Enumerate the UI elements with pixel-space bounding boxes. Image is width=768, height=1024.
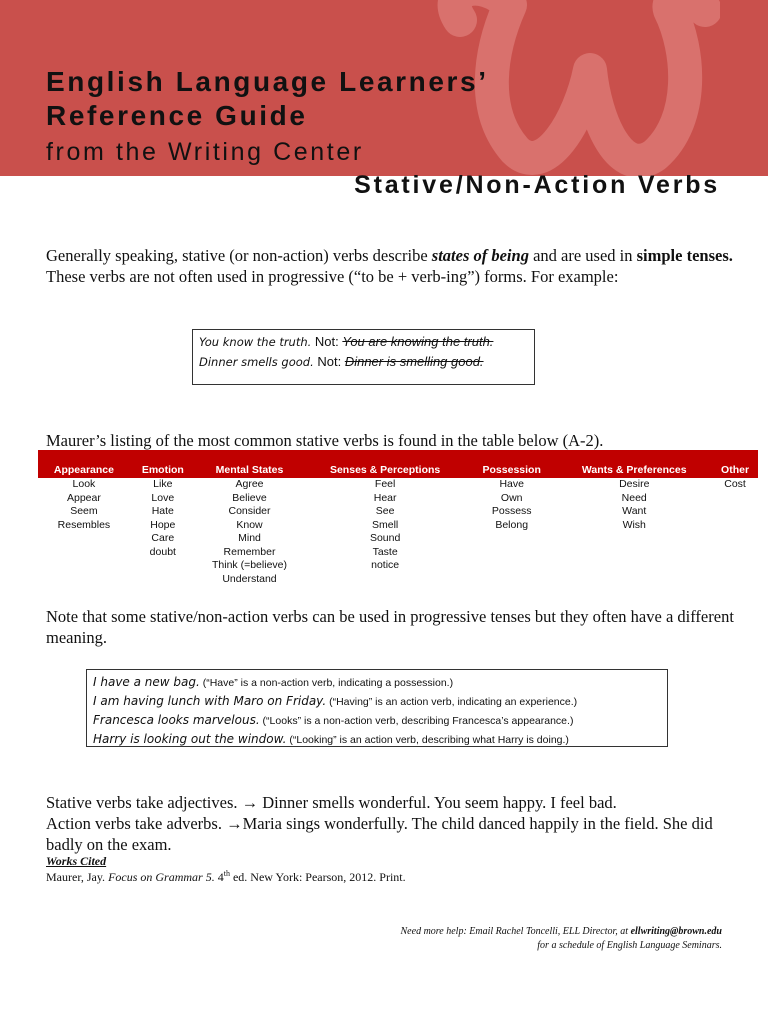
table-cell: Sound	[369, 532, 401, 544]
table-cell: Wish	[622, 518, 646, 531]
table-cell: Like	[153, 478, 173, 490]
guide-subtitle: from the Writing Center	[46, 138, 364, 166]
table-row	[38, 546, 758, 560]
table-row	[38, 505, 758, 519]
example-line: Harry is looking out the window. (“Looking” is an action verb, describing what Harry is doing.)	[93, 732, 569, 746]
table-row	[38, 478, 758, 492]
footer-contact: Need more help: Email Rachel Toncelli, ELL Director, at ellwriting@brown.edu for a schedule of English Language Seminars.	[400, 926, 722, 951]
table-cell	[556, 546, 712, 560]
example-sentence: You know the truth.	[199, 335, 312, 349]
table-cell: Care	[151, 532, 175, 544]
table-cell: Feel	[374, 478, 396, 490]
example-box-2	[86, 669, 668, 747]
table-cell	[712, 519, 758, 533]
column-header: Appearance	[38, 450, 130, 478]
table-row	[38, 532, 758, 546]
table-cell	[303, 573, 467, 587]
table-cell: Mind	[238, 532, 261, 544]
table-cell: Know	[236, 518, 263, 531]
table-cell	[556, 573, 712, 587]
table-cell: Seem	[70, 505, 98, 517]
table-cell	[712, 505, 758, 519]
works-cited-entry: Maurer, Jay. Focus on Grammar 5. 4th ed. New York: Pearson, 2012. Print.	[46, 869, 406, 884]
table-cell	[38, 573, 130, 587]
note-paragraph: Note that some stative/non-action verbs can be used in progressive tenses but they often have a different meaning.	[46, 607, 734, 647]
table-row	[38, 519, 758, 533]
stative-verbs-table	[38, 450, 758, 586]
table-cell: Taste	[372, 545, 398, 558]
example-box-1: You know the truth. Not: You are knowing the truth. Dinner smells good. Not: Dinner is smelling good.	[192, 329, 535, 385]
table-cell: Desire	[619, 478, 650, 490]
table-cell	[130, 573, 196, 587]
example-line: I am having lunch with Maro on Friday. (“Having” is an action verb, indicating an experience.)	[93, 694, 578, 708]
table-cell: Need	[621, 491, 647, 504]
topic-title: Stative/Non-Action Verbs	[354, 171, 720, 199]
incorrect-example: Dinner is smelling good.	[344, 354, 484, 369]
table-row	[38, 573, 758, 587]
table-cell: Look	[72, 478, 96, 490]
column-header: Mental States	[196, 450, 303, 478]
table-cell: Hope	[150, 518, 176, 531]
table-cell: Smell	[371, 518, 399, 531]
email-link[interactable]: ellwriting@brown.edu	[630, 926, 722, 937]
table-cell	[712, 492, 758, 506]
table-cell	[712, 532, 758, 546]
table-cell	[467, 573, 556, 587]
table-cell	[712, 559, 758, 573]
table-cell	[467, 532, 556, 546]
table-cell: Think (=believe)	[212, 559, 287, 571]
guide-title-line1: English Language Learners’	[46, 66, 489, 97]
table-cell: Appear	[67, 491, 101, 504]
table-header-row	[38, 450, 758, 478]
maurer-paragraph: Maurer’s listing of the most common stative verbs is found in the table below (A-2).	[46, 431, 604, 450]
table-cell: notice	[371, 559, 400, 571]
table-cell: Cost	[724, 478, 746, 490]
table-row	[38, 559, 758, 573]
intro-paragraph: Generally speaking, stative (or non-action) verbs describe states of being and are used in simple tenses. These verbs are not often used in progressive (“to be + verb-ing”) forms. For example:	[46, 246, 733, 286]
table-cell: See	[375, 505, 395, 517]
incorrect-example: You are knowing the truth.	[342, 334, 494, 349]
example-line: I have a new bag. (“Have” is a non-action verb, indicating a possession.)	[93, 675, 454, 689]
guide-title-line2: Reference Guide	[46, 100, 308, 131]
example-line: Francesca looks marvelous. (“Looks” is a non-action verb, describing Francesca’s appearance.)	[93, 713, 574, 727]
table-cell: Hear	[373, 491, 397, 504]
table-cell: Hate	[151, 505, 174, 517]
column-header: Senses & Perceptions	[303, 450, 467, 478]
table-cell: Understand	[222, 572, 277, 585]
table-cell: Agree	[235, 478, 264, 490]
table-cell	[38, 546, 130, 560]
table-cell	[467, 546, 556, 560]
column-header: Other	[712, 450, 758, 478]
table-cell: Possess	[491, 505, 532, 517]
adjectives-adverbs-paragraph: Stative verbs take adjectives. → Dinner smells wonderful. You seem happy. I feel bad. Action verbs take adverbs. →Maria sings wonderfully. The child danced happily in the field. She did badly on the exam.	[46, 793, 713, 854]
table-cell	[712, 546, 758, 560]
table-cell	[130, 559, 196, 573]
table-cell	[38, 532, 130, 546]
table-cell: Own	[500, 491, 523, 504]
table-cell: Resembles	[57, 518, 111, 531]
table-cell: Believe	[232, 491, 267, 504]
column-header: Wants & Preferences	[556, 450, 712, 478]
header-banner	[0, 0, 768, 176]
table-row	[38, 492, 758, 506]
column-header: Emotion	[130, 450, 196, 478]
table-cell	[38, 559, 130, 573]
table-cell: Want	[622, 505, 647, 517]
table-cell: Love	[151, 491, 175, 504]
column-header: Possession	[467, 450, 556, 478]
table-cell	[712, 573, 758, 587]
table-cell	[556, 532, 712, 546]
works-cited-title: Works Cited	[46, 854, 107, 868]
table-cell: Belong	[495, 518, 529, 531]
table-cell: Remember	[223, 545, 276, 558]
example-sentence: Dinner smells good.	[199, 355, 314, 369]
table-cell	[556, 559, 712, 573]
table-cell	[467, 559, 556, 573]
table-cell: Consider	[228, 505, 271, 517]
table-cell: doubt	[149, 545, 176, 558]
table-cell: Have	[499, 478, 524, 490]
